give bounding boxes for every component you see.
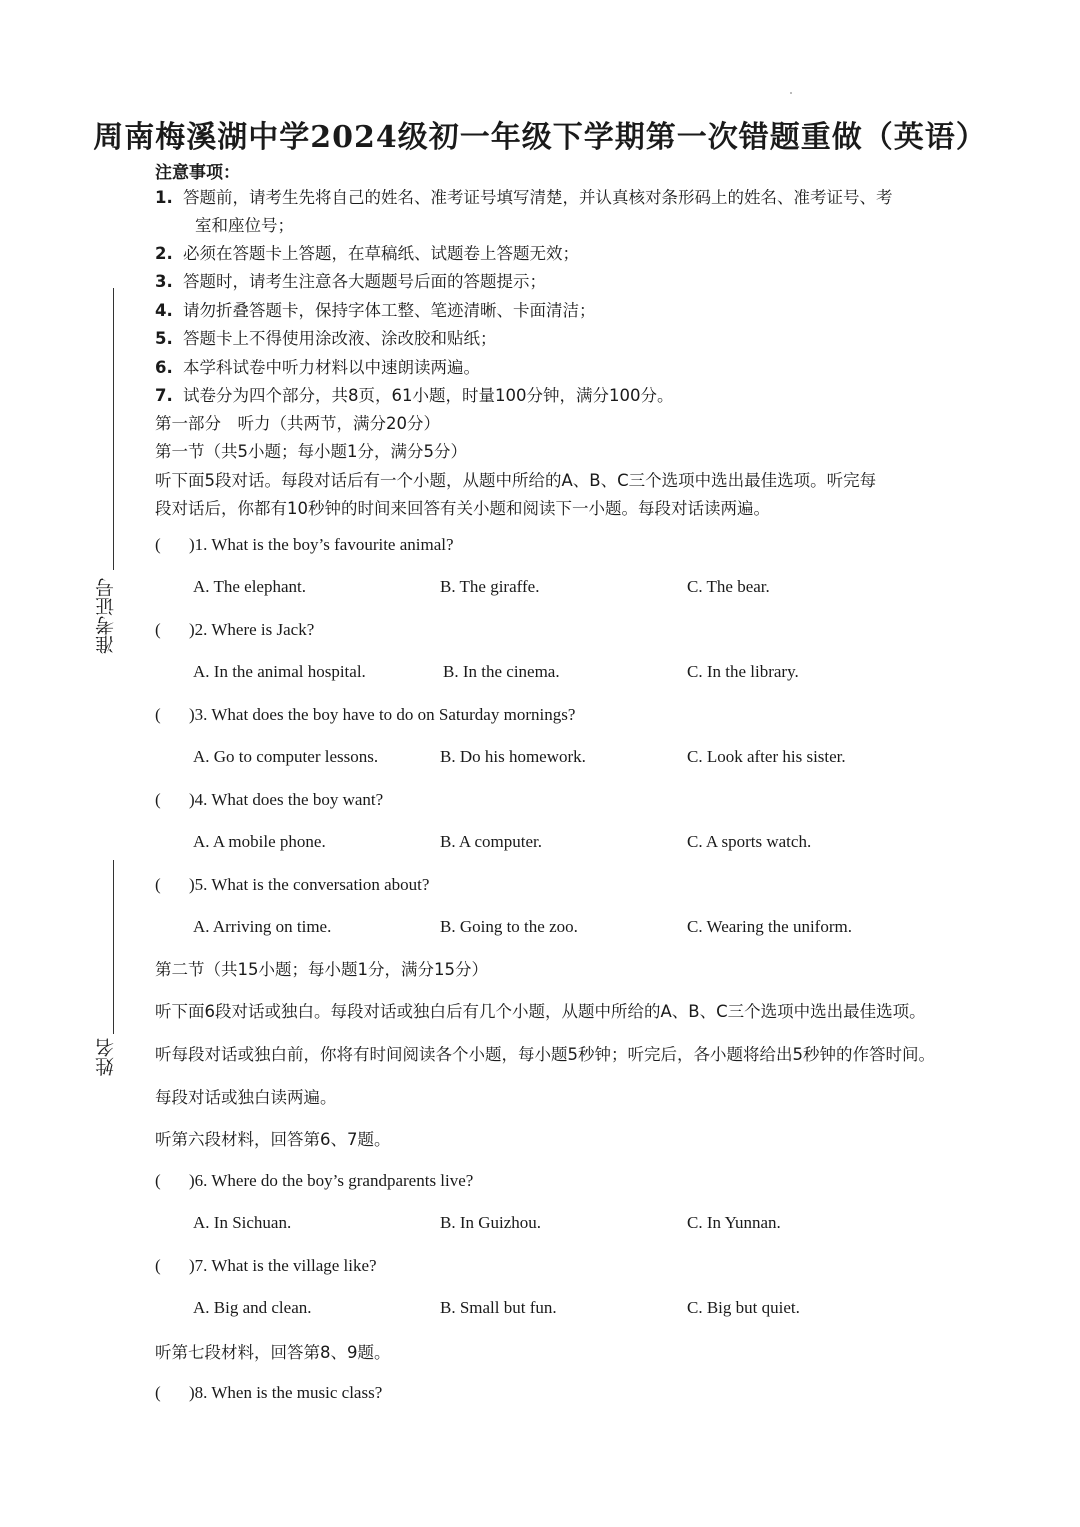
- notice-number: 5.: [155, 329, 173, 348]
- answer-blank[interactable]: (: [155, 1171, 161, 1190]
- notice-item: [155, 354, 1015, 382]
- question-text: )2. Where is Jack?: [189, 620, 315, 639]
- option-a: A. Go to computer lessons.: [193, 747, 379, 766]
- answer-blank[interactable]: (: [155, 875, 161, 894]
- notice-text: 必须在答题卡上答题，在草稿纸、试题卷上答题无效；: [183, 244, 579, 263]
- notice-text: 本学科试卷中听力材料以中速朗读两遍。: [183, 358, 480, 377]
- answer-blank[interactable]: (: [155, 620, 161, 639]
- question: [155, 1256, 377, 1276]
- question: [155, 535, 454, 555]
- question: [155, 705, 575, 725]
- option-a: A. Big and clean.: [193, 1298, 312, 1317]
- notice-text: 试卷分为四个部分，共8页，61小题，时量100分钟，满分100分。: [183, 386, 674, 405]
- notice-number: 7.: [155, 386, 173, 405]
- option-b: B. Do his homework.: [440, 747, 586, 766]
- question-text: )3. What does the boy have to do on Saturday mornings?: [189, 705, 576, 724]
- material-heading: 听第七段材料，回答第8、9题。: [155, 1343, 391, 1362]
- notice-number: 4.: [155, 301, 173, 320]
- section-heading: 第二节（共15小题；每小题1分，满分15分）: [155, 960, 488, 979]
- option-b: B. A computer.: [440, 832, 542, 851]
- notice-item: [155, 382, 1015, 410]
- notice-text: 请勿折叠答题卡，保持字体工整、笔迹清晰、卡面清洁；: [183, 301, 596, 320]
- option-b: B. In Guizhou.: [440, 1213, 542, 1232]
- notice-item: [155, 240, 1015, 268]
- question: [155, 620, 314, 640]
- notice-item: [155, 297, 1015, 325]
- notice-item: [155, 184, 1015, 240]
- question-text: )5. What is the conversation about?: [189, 875, 430, 894]
- option-a: A. A mobile phone.: [193, 832, 326, 851]
- answer-blank[interactable]: (: [155, 1383, 161, 1402]
- notice-text: 答题前，请考生先将自己的姓名、准考证号填写清楚，并认真核对条形码上的姓名、准考证号、考: [183, 188, 893, 207]
- option-a: A. The elephant.: [193, 577, 306, 596]
- option-c: C. In the library.: [687, 662, 799, 681]
- notice-number: 1.: [155, 188, 173, 207]
- exam-id-line[interactable]: [113, 288, 114, 570]
- option-b: B. Going to the zoo.: [440, 917, 578, 936]
- name-line[interactable]: [113, 860, 114, 1034]
- option-c: C. In Yunnan.: [687, 1213, 781, 1232]
- instruction-line: 听每段对话或独白前，你将有时间阅读各个小题，每小题5秒钟；听完后，各小题将给出5秒钟的作答时间。: [155, 1045, 935, 1064]
- option-b: B. The giraffe.: [440, 577, 540, 596]
- instruction-line: 听下面6段对话或独白。每段对话或独白后有几个小题，从题中所给的A、B、C三个选项中选出最佳选项。: [155, 1002, 926, 1021]
- question: [155, 790, 383, 810]
- option-c: C. Look after his sister.: [687, 747, 846, 766]
- name-label: 姓名: [95, 1038, 117, 1076]
- notice-number: 3.: [155, 272, 173, 291]
- instruction-line: 听下面5段对话。每段对话后有一个小题，从题中所给的A、B、C三个选项中选出最佳选项。听完每: [155, 471, 877, 490]
- notice-item: [155, 325, 1015, 353]
- option-a: A. In the animal hospital.: [193, 662, 366, 681]
- exam-id-label: 准考证号: [95, 578, 117, 654]
- question: [155, 1383, 382, 1403]
- answer-blank[interactable]: (: [155, 535, 161, 554]
- notice-heading: 注意事项：: [155, 163, 240, 183]
- question-text: )7. What is the village like?: [189, 1256, 377, 1275]
- option-c: C. The bear.: [687, 577, 770, 596]
- notice-number: 6.: [155, 358, 173, 377]
- question-text: )8. When is the music class?: [189, 1383, 383, 1402]
- part-heading: 第一部分 听力（共两节，满分20分）: [155, 414, 440, 433]
- instruction-line: 每段对话或独白读两遍。: [155, 1088, 337, 1107]
- option-c: C. Wearing the uniform.: [687, 917, 852, 936]
- question: [155, 875, 429, 895]
- question-text: )4. What does the boy want?: [189, 790, 384, 809]
- answer-blank[interactable]: (: [155, 1256, 161, 1275]
- notice-text: 答题时，请考生注意各大题题号后面的答题提示；: [183, 272, 546, 291]
- question-text: )6. Where do the boy’s grandparents live?: [189, 1171, 474, 1190]
- option-a: A. Arriving on time.: [193, 917, 332, 936]
- instruction-line: 段对话后，你都有10秒钟的时间来回答有关小题和阅读下一小题。每段对话读两遍。: [155, 499, 770, 518]
- option-c: C. A sports watch.: [687, 832, 812, 851]
- notice-item: [155, 268, 1015, 296]
- notice-text: 答题卡上不得使用涂改液、涂改胶和贴纸；: [183, 329, 497, 348]
- page-title: 周南梅溪湖中学2024级初一年级下学期第一次错题重做（英语）: [93, 120, 987, 155]
- notice-number: 2.: [155, 244, 173, 263]
- question-text: )1. What is the boy’s favourite animal?: [189, 535, 454, 554]
- section-heading: 第一节（共5小题；每小题1分，满分5分）: [155, 442, 467, 461]
- notice-text-continued: 室和座位号；: [195, 216, 294, 235]
- option-b: B. Small but fun.: [440, 1298, 557, 1317]
- answer-blank[interactable]: (: [155, 705, 161, 724]
- option-a: A. In Sichuan.: [193, 1213, 292, 1232]
- scan-speck: [790, 92, 792, 94]
- answer-blank[interactable]: (: [155, 790, 161, 809]
- question: [155, 1171, 473, 1191]
- option-c: C. Big but quiet.: [687, 1298, 800, 1317]
- option-b: B. In the cinema.: [443, 662, 560, 681]
- material-heading: 听第六段材料，回答第6、7题。: [155, 1130, 391, 1149]
